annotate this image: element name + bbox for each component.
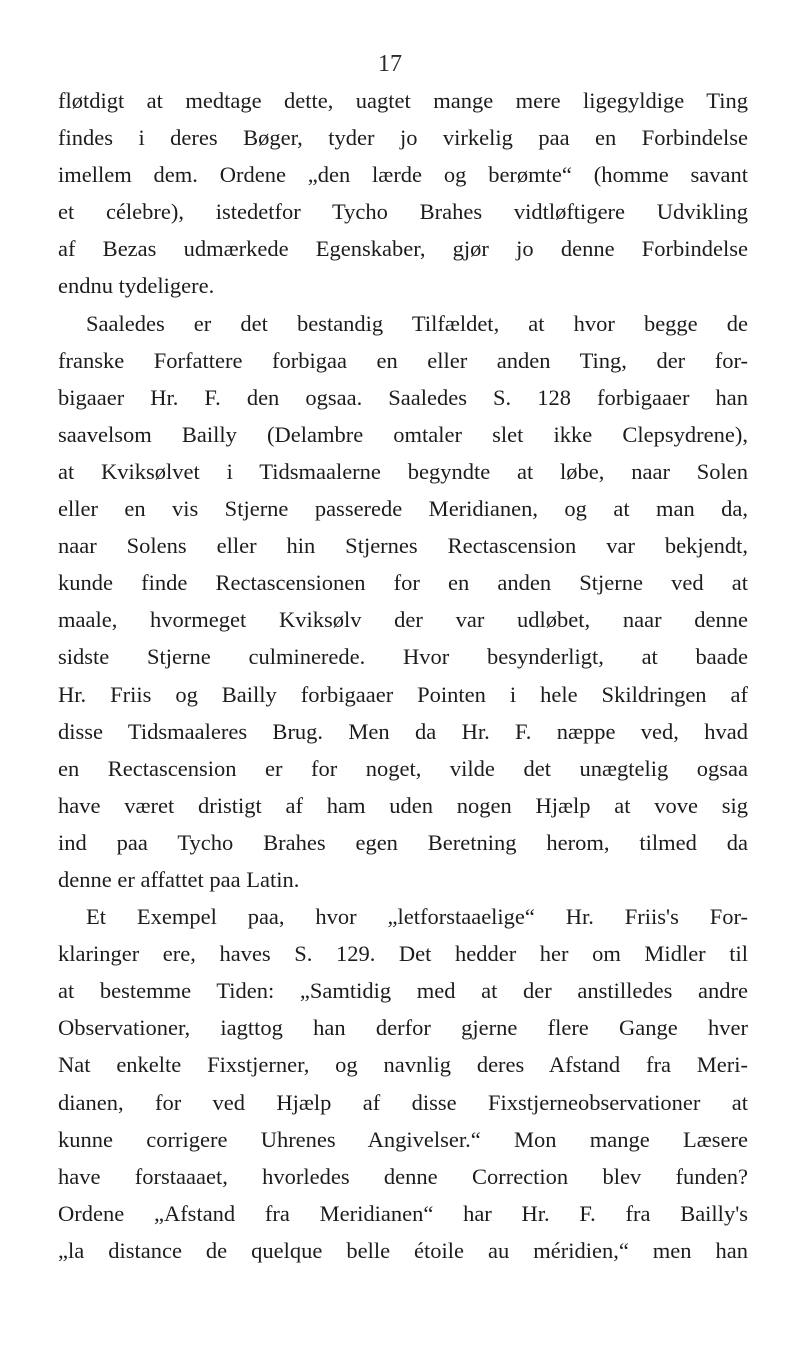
- text-line: en Rectascension er for noget, vilde det unægtelig ogsaa: [58, 755, 748, 781]
- text-line: have været dristigt af ham uden nogen Hjælp at vove sig: [58, 792, 748, 818]
- text-line: kunde finde Rectascensionen for en anden Stjerne ved at: [58, 570, 748, 596]
- page-number: 17: [378, 51, 402, 77]
- text-line: at Kviksølvet i Tidsmaalerne begyndte at løbe, naar Solen: [58, 458, 748, 484]
- text-line: maale, hvormeget Kviksølv der var udløbet, naar denne: [58, 607, 748, 633]
- text-line: et célebre), istedetfor Tycho Brahes vidtløftigere Udvikling: [58, 199, 748, 225]
- text-line: imellem dem. Ordene „den lærde og berømte“ (homme savant: [58, 162, 748, 188]
- text-line: Hr. Friis og Bailly forbigaaer Pointen i hele Skildringen af: [58, 681, 748, 707]
- text-line: fløtdigt at medtage dette, uagtet mange mere ligegyldige Ting: [58, 88, 748, 113]
- text-line: ind paa Tycho Brahes egen Beretning herom, tilmed da: [58, 829, 748, 855]
- paragraph-1: [58, 82, 748, 305]
- text-line: denne er affattet paa Latin.: [58, 866, 300, 892]
- text-line: sidste Stjerne culminerede. Hvor besynderligt, at baade: [58, 644, 748, 670]
- text-line: at bestemme Tiden: „Samtidig med at der anstilledes andre: [58, 978, 748, 1004]
- text-line: bigaaer Hr. F. den ogsaa. Saaledes S. 128 forbigaaer han: [58, 384, 748, 410]
- text-line: Saaledes er det bestandig Tilfældet, at hvor begge de: [86, 310, 748, 336]
- text-line: naar Solens eller hin Stjernes Rectascension var bekjendt,: [58, 533, 748, 559]
- text-line: dianen, for ved Hjælp af disse Fixstjerneobservationer at: [58, 1089, 748, 1115]
- text-line: Nat enkelte Fixstjerner, og navnlig deres Afstand fra Meri-: [58, 1052, 748, 1078]
- paragraph-2: [58, 305, 748, 899]
- text-line: „la distance de quelque belle étoile au méridien,“ men han: [58, 1237, 748, 1263]
- text-line: endnu tydeligere.: [58, 273, 215, 299]
- text-line: klaringer ere, haves S. 129. Det hedder her om Midler til: [58, 941, 748, 967]
- text-line: disse Tidsmaaleres Brug. Men da Hr. F. næppe ved, hvad: [58, 718, 748, 744]
- paragraph-3: [58, 898, 748, 1269]
- text-line: Observationer, iagttog han derfor gjerne flere Gange hver: [58, 1015, 748, 1041]
- text-line: have forstaaaet, hvorledes denne Correction blev funden?: [58, 1163, 748, 1189]
- text-line: Ordene „Afstand fra Meridianen“ har Hr. F. fra Bailly's: [58, 1200, 748, 1226]
- text-line: kunne corrigere Uhrenes Angivelser.“ Mon mange Læsere: [58, 1126, 748, 1152]
- text-line: franske Forfattere forbigaa en eller anden Ting, der for-: [58, 347, 748, 373]
- text-line: Et Exempel paa, hvor „letforstaaelige“ Hr. Friis's For-: [86, 904, 748, 930]
- text-line: saavelsom Bailly (Delambre omtaler slet ikke Clepsydrene),: [58, 421, 748, 447]
- text-line: findes i deres Bøger, tyder jo virkelig paa en Forbindelse: [58, 125, 748, 151]
- text-line: eller en vis Stjerne passerede Meridianen, og at man da,: [58, 496, 748, 522]
- text-line: af Bezas udmærkede Egenskaber, gjør jo denne Forbindelse: [58, 236, 748, 262]
- body-text: [58, 82, 748, 1269]
